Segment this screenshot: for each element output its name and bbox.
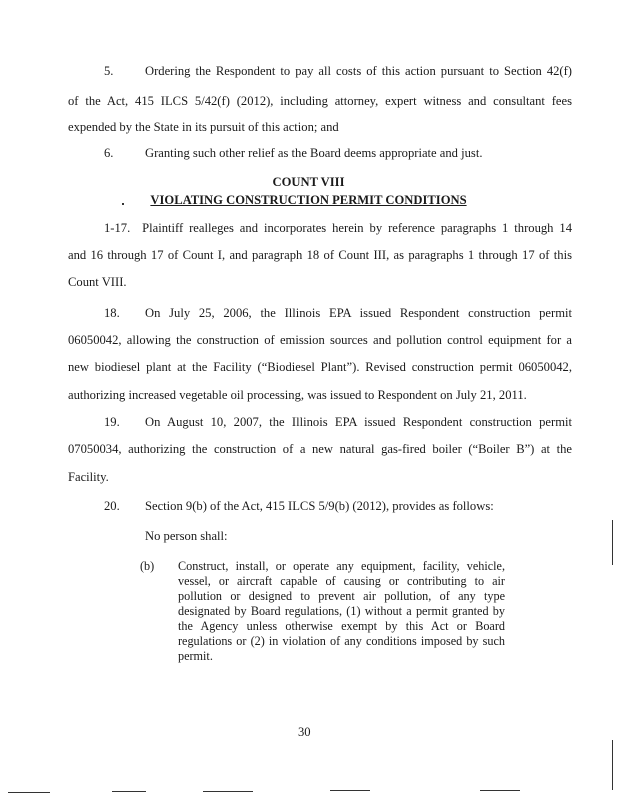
count-heading: COUNT VIII <box>272 175 345 189</box>
scan-edge-mark <box>480 790 520 791</box>
paragraph-line: No person shall: <box>145 529 228 543</box>
paragraph-line: 06050042, allowing the construction of emission sources and pollution control equipment for a <box>68 333 572 347</box>
paragraph-line: Granting such other relief as the Board deems appropriate and just. <box>145 146 483 160</box>
scan-edge-mark <box>203 791 253 792</box>
paragraph-number: 5. <box>104 64 114 78</box>
paragraph-line: new biodiesel plant at the Facility (“Biodiesel Plant”). Revised construction permit 06050042, <box>68 360 572 374</box>
quote-line: regulations or (2) in violation of any conditions imposed by such <box>178 634 505 648</box>
paragraph-text: Plaintiff realleges and incorporates herein by reference paragraphs 1 through 14 <box>142 221 572 235</box>
quote-line: designated by Board regulations, (1) without a permit granted by <box>178 604 505 618</box>
paragraph-line: expended by the State in its pursuit of this action; and <box>68 120 339 134</box>
page-number: 30 <box>298 725 311 739</box>
quote-line: permit. <box>178 649 213 663</box>
paragraph-line: 07050034, authorizing the construction of a new natural gas-fired boiler (“Boiler B”) at the <box>68 442 572 456</box>
paragraph-line: of the Act, 415 ILCS 5/42(f) (2012), including attorney, expert witness and consultant fees <box>68 94 572 108</box>
paragraph-line: Section 9(b) of the Act, 415 ILCS 5/9(b) (2012), provides as follows: <box>145 499 494 513</box>
paragraph-line: authorizing increased vegetable oil processing, was issued to Respondent on July 21, 2011. <box>68 388 527 402</box>
scan-speck <box>122 203 124 205</box>
paragraph-line: Ordering the Respondent to pay all costs of this action pursuant to Section 42(f) <box>145 64 572 78</box>
scan-edge-mark <box>8 792 50 793</box>
scan-edge-mark <box>330 790 370 791</box>
paragraph-line <box>104 220 572 236</box>
scan-edge-mark <box>612 520 613 565</box>
quote-line: the Agency unless otherwise exempt by this Act or Board <box>178 619 505 633</box>
quote-label: (b) <box>140 559 155 573</box>
paragraph-line: Facility. <box>68 470 109 484</box>
scan-edge-mark <box>112 791 146 792</box>
scan-edge-mark <box>612 740 613 790</box>
paragraph-line: and 16 through 17 of Count I, and paragraph 18 of Count III, as paragraphs 1 through 17 of this <box>68 248 572 262</box>
count-subheading: VIOLATING CONSTRUCTION PERMIT CONDITIONS <box>150 193 467 207</box>
paragraph-number: 19. <box>104 415 120 429</box>
paragraph-number: 18. <box>104 306 120 320</box>
paragraph-line: On August 10, 2007, the Illinois EPA issued Respondent construction permit <box>145 415 572 429</box>
quote-line: vessel, or aircraft capable of causing or contributing to air <box>178 574 505 588</box>
paragraph-line: Count VIII. <box>68 275 127 289</box>
paragraph-number: 1-17. <box>104 221 131 235</box>
paragraph-number: 20. <box>104 499 120 513</box>
quote-line: pollution or designed to prevent air pollution, of any type <box>178 589 505 603</box>
quote-line: Construct, install, or operate any equipment, facility, vehicle, <box>178 559 505 573</box>
paragraph-number: 6. <box>104 146 114 160</box>
paragraph-line: On July 25, 2006, the Illinois EPA issued Respondent construction permit <box>145 306 572 320</box>
